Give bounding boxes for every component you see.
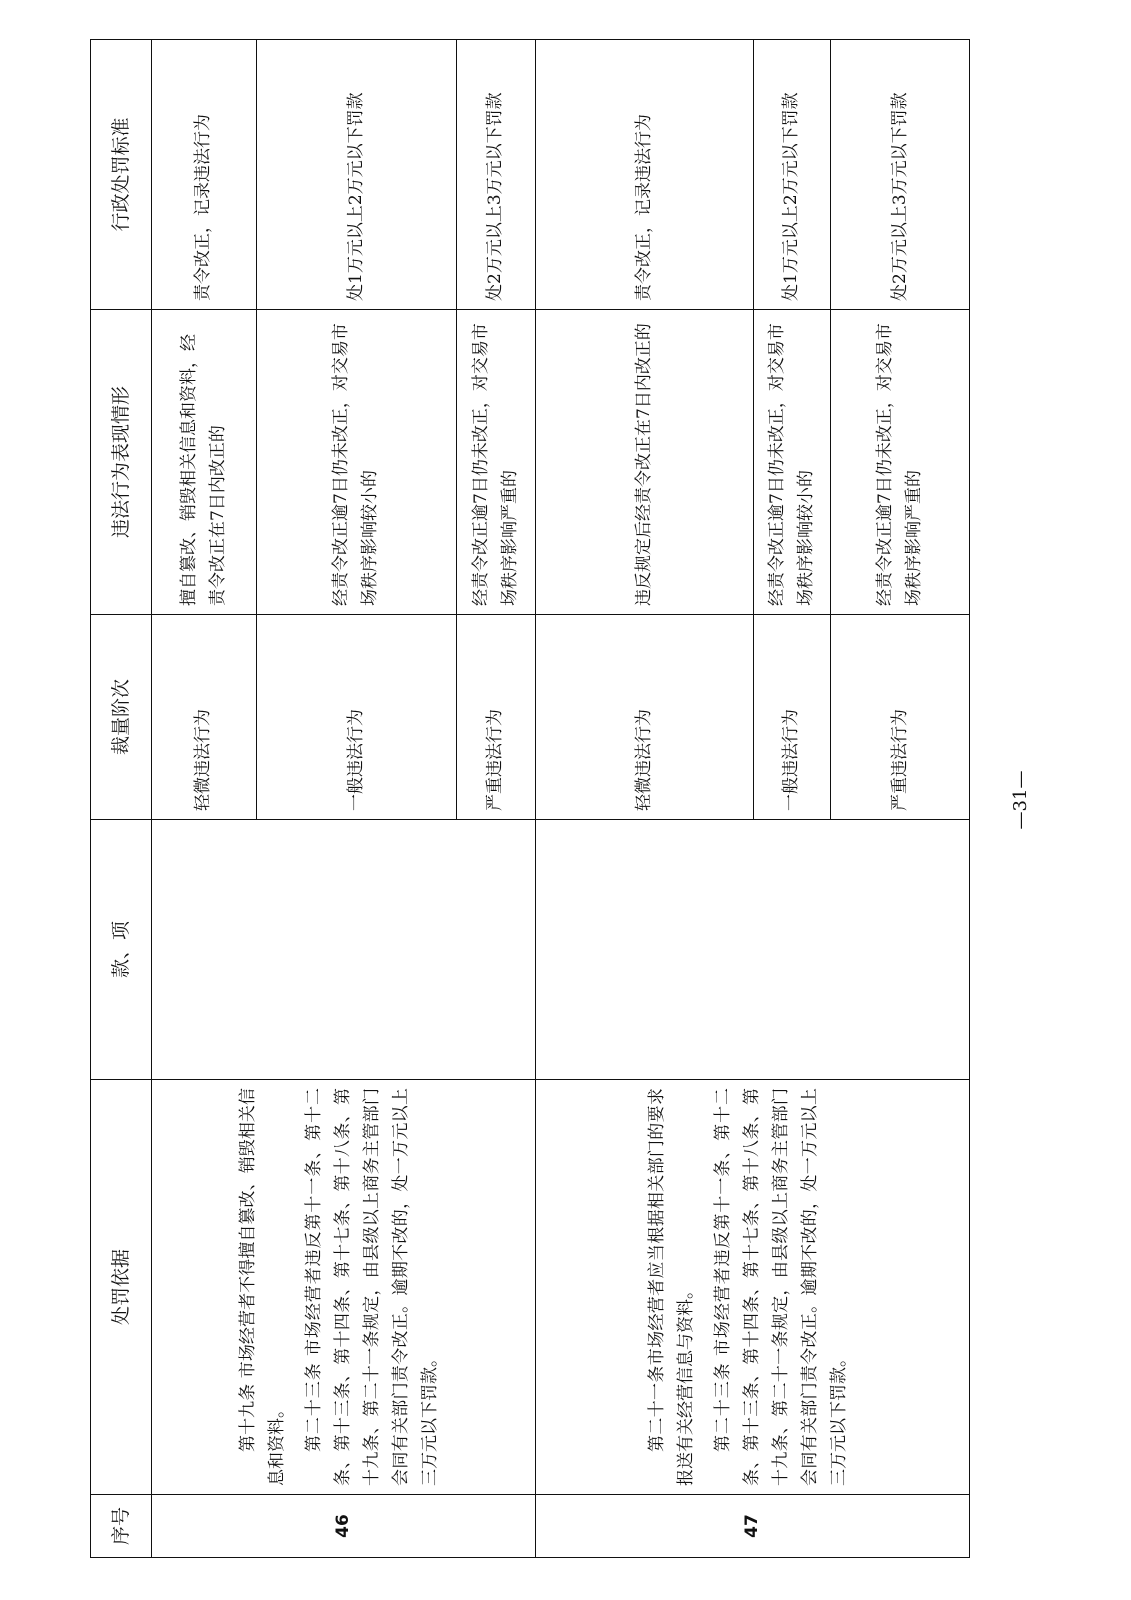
situation-cell: 擅自篡改、销毁相关信息和资料，经责令改正在7日内改正的 [152,310,257,615]
basis-paragraph: 第二十三条 市场经营者违反第十一条、第十二条、第十三条、第十四条、第十七条、第十八条、第十九条、第二十一条规定，由县级以上商务主管部门会同有关部门责令改正。逾期不改的，处一万元以上三万元以下罚款。 [303,1088,440,1486]
level-cell: 严重违法行为 [831,615,970,820]
row-number: 46 [152,1495,536,1558]
situation-cell: 违反规定后经责令改正在7日内改正的 [535,310,753,615]
situation-cell: 经责令改正逾7日仍未改正，对交易市场秩序影响严重的 [456,310,535,615]
standard-cell: 责令改正，记录违法行为 [152,40,257,310]
level-cell: 轻微违法行为 [535,615,753,820]
level-cell: 一般违法行为 [753,615,830,820]
table-row [535,40,753,1558]
basis-paragraph: 第十九条 市场经营者不得擅自篡改、销毁相关信息和资料。 [237,1088,287,1486]
level-cell: 严重违法行为 [456,615,535,820]
clause-cell [152,820,536,1080]
page-number: —31— [1010,770,1031,830]
situation-cell: 经责令改正逾7日仍未改正，对交易市场秩序影响较小的 [753,310,830,615]
penalty-basis [152,1080,536,1495]
basis-paragraph: 第二十三条 市场经营者违反第十一条、第十二条、第十三条、第十四条、第十七条、第十八条、第十九条、第二十一条规定，由县级以上商务主管部门会同有关部门责令改正。逾期不改的，处一万元以上三万元以下罚款。 [712,1088,849,1486]
header-row [91,40,152,1558]
standard-cell: 处1万元以上2万元以下罚款 [753,40,830,310]
clause-cell [535,820,969,1080]
standard-cell: 处2万元以上3万元以下罚款 [456,40,535,310]
penalty-basis [535,1080,969,1495]
header-standard: 行政处罚标准 [91,40,152,310]
header-basis: 处罚依据 [91,1080,152,1495]
header-no: 序号 [91,1495,152,1558]
standard-cell: 处2万元以上3万元以下罚款 [831,40,970,310]
basis-paragraph: 第二十一条市场经营者应当根据相关部门的要求报送有关经营信息与资料。 [646,1088,696,1486]
level-cell: 一般违法行为 [256,615,456,820]
row-number: 47 [535,1495,969,1558]
header-situation: 违法行为表现情形 [91,310,152,615]
situation-cell: 经责令改正逾7日仍未改正，对交易市场秩序影响严重的 [831,310,970,615]
standard-cell: 责令改正，记录违法行为 [535,40,753,310]
situation-cell: 经责令改正逾7日仍未改正，对交易市场秩序影响较小的 [256,310,456,615]
penalty-table [90,39,970,1558]
level-cell: 轻微违法行为 [152,615,257,820]
standard-cell: 处1万元以上2万元以下罚款 [256,40,456,310]
table-row [152,40,257,1558]
header-level: 裁量阶次 [91,615,152,820]
header-clause: 款、项 [91,820,152,1080]
